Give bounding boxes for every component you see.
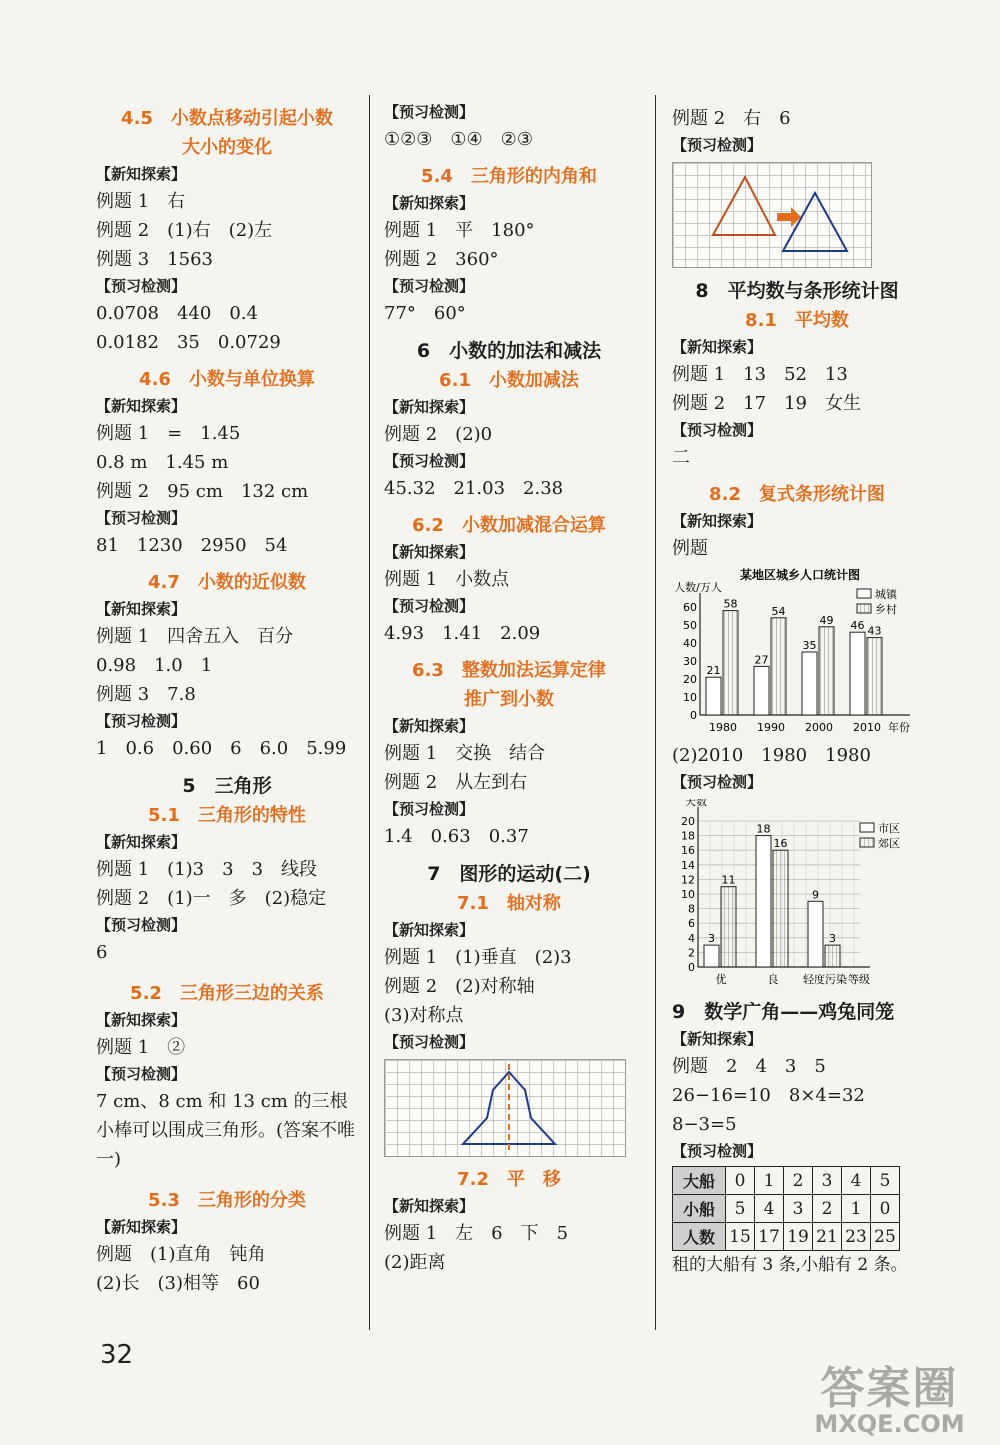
table-cell: 3 <box>813 1167 842 1195</box>
answer-line: 例题 1 小数点 <box>384 569 510 590</box>
answer-line: 例题 1 右 <box>96 191 186 212</box>
legend-label: 郊区 <box>878 837 900 850</box>
data-label: 21 <box>706 664 721 678</box>
answer-line: 二 <box>672 447 690 468</box>
legend-label: 市区 <box>878 822 900 835</box>
table-cell: 23 <box>842 1223 871 1251</box>
tag-new-explore: 【新知探索】 <box>96 165 187 183</box>
legend-label: 乡村 <box>875 603 897 616</box>
chapter-heading-5: 5 三角形 <box>182 775 272 797</box>
symmetric-shape-drawing <box>385 1060 625 1156</box>
answer-line: 例题 1 13 52 13 <box>672 364 848 385</box>
table-cell: 0 <box>726 1167 755 1195</box>
column-divider-left <box>369 95 370 1330</box>
translation-drawing <box>673 163 871 267</box>
tag-new-explore: 【新知探索】 <box>96 600 187 618</box>
section-heading-7-2: 7.2 平 移 <box>457 1169 561 1190</box>
table-row <box>673 1167 900 1195</box>
column-divider-right <box>655 95 656 1330</box>
y-tick-label: 18 <box>681 829 695 843</box>
answer-line: 例题 2 (2)0 <box>384 424 493 445</box>
x-axis-label: 年份 <box>888 721 910 734</box>
tag-preview-check: 【预习检测】 <box>672 773 763 791</box>
answer-line: 例题 2 4 3 5 <box>672 1056 826 1077</box>
y-tick-label: 40 <box>683 637 697 650</box>
data-label: 11 <box>721 873 736 887</box>
table-cell: 15 <box>726 1223 755 1251</box>
y-tick-label: 10 <box>683 691 697 704</box>
chapter-heading-7: 7 图形的运动(二) <box>427 863 591 885</box>
tag-new-explore: 【新知探索】 <box>384 194 475 212</box>
row-header: 人数 <box>673 1223 726 1251</box>
x-tick-label: 良 <box>767 973 779 986</box>
tag-new-explore: 【新知探索】 <box>672 512 763 530</box>
answer-line: 例题 2 (1)一 多 (2)稳定 <box>96 888 327 909</box>
x-tick-label: 1990 <box>757 721 785 734</box>
table-cell: 2 <box>784 1167 813 1195</box>
section-heading-5-1: 5.1 三角形的特性 <box>148 805 306 826</box>
answer-line: 例题 1 平 180° <box>384 220 535 241</box>
answer-line: 0.0182 35 0.0729 <box>96 332 281 353</box>
y-tick-label: 20 <box>683 673 697 686</box>
y-tick-label: 0 <box>690 709 697 722</box>
tag-new-explore: 【新知探索】 <box>96 1011 187 1029</box>
chart-bar <box>850 632 865 715</box>
chart-bar <box>706 677 721 715</box>
data-label: 3 <box>829 932 836 946</box>
section-heading-7-1: 7.1 轴对称 <box>457 893 561 914</box>
chart-title: 某地区城乡人口统计图 <box>739 568 861 582</box>
answer-line: 77° 60° <box>384 303 466 324</box>
answer-line: 26−16=10 8×4=32 <box>672 1085 865 1106</box>
chart-bar <box>723 611 738 715</box>
answer-line: 0.8 m 1.45 m <box>96 452 229 473</box>
section-heading-4-5: 4.5 小数点移动引起小数 <box>121 108 333 129</box>
table-cell: 5 <box>726 1195 755 1223</box>
data-label: 16 <box>773 837 788 851</box>
chart-population <box>672 567 922 737</box>
tag-preview-check: 【预习检测】 <box>96 277 187 295</box>
table-cell: 4 <box>755 1195 784 1223</box>
table-row <box>673 1223 900 1251</box>
column-3 <box>672 100 922 1280</box>
tag-new-explore: 【新知探索】 <box>672 1030 763 1048</box>
table-cell: 0 <box>871 1195 900 1223</box>
data-label: 18 <box>756 822 771 836</box>
answer-line: (2)长 (3)相等 60 <box>96 1273 260 1294</box>
answer-line: 例题 3 7.8 <box>96 684 196 705</box>
table-cell: 5 <box>871 1167 900 1195</box>
answer-line: 6 <box>96 942 108 963</box>
tag-preview-check: 【预习检测】 <box>384 1033 475 1051</box>
x-tick-label: 2010 <box>853 721 881 734</box>
answer-line: 1 0.6 0.60 6 6.0 5.99 <box>96 738 347 759</box>
tag-new-explore: 【新知探索】 <box>96 833 187 851</box>
boat-table <box>672 1166 900 1251</box>
chart-bar <box>754 666 769 715</box>
answer-line: 例题 1 交换 结合 <box>384 743 546 764</box>
answer-line: 例题 2 95 cm 132 cm <box>96 481 309 502</box>
answer-line: 例题 1 (1)垂直 (2)3 <box>384 947 572 968</box>
y-axis-label: 人数/万人 <box>674 581 722 594</box>
y-tick-label: 30 <box>683 655 697 668</box>
tag-new-explore: 【新知探索】 <box>96 1218 187 1236</box>
data-label: 49 <box>819 613 834 627</box>
data-label: 27 <box>754 653 769 667</box>
answer-line: 例题 1 = 1.45 <box>96 423 241 444</box>
chart-bar <box>808 901 823 967</box>
watermark-logo-text: 答案圈 <box>820 1363 959 1414</box>
page-number: 32 <box>100 1340 134 1370</box>
tag-new-explore: 【新知探索】 <box>384 398 475 416</box>
chart-bar <box>825 945 840 967</box>
row-header: 小船 <box>673 1195 726 1223</box>
data-label: 3 <box>708 932 715 946</box>
answer-line: 0.98 1.0 1 <box>96 655 213 676</box>
answer-line: 例题 <box>672 538 708 559</box>
watermark-url: MXQE.COM <box>814 1410 965 1438</box>
tag-preview-check: 【预习检测】 <box>96 916 187 934</box>
answer-line: 例题 1 (1)3 3 3 线段 <box>96 859 318 880</box>
table-cell: 3 <box>784 1195 813 1223</box>
chart-air-quality <box>672 799 922 989</box>
axis-symmetry-figure <box>384 1059 626 1157</box>
chart-bar <box>756 836 771 967</box>
y-axis-label: 天数 <box>685 799 707 808</box>
tag-new-explore: 【新知探索】 <box>384 1197 475 1215</box>
chart-bar <box>771 618 786 715</box>
y-tick-label: 16 <box>681 844 695 858</box>
table-cell: 21 <box>813 1223 842 1251</box>
answer-line: 例题 1 四舍五入 百分 <box>96 626 294 647</box>
x-tick-label: 优 <box>715 973 727 986</box>
chart-bar <box>704 945 719 967</box>
y-tick-label: 20 <box>681 815 695 828</box>
chapter-heading-6: 6 小数的加法和减法 <box>416 340 602 362</box>
answer-line: (2)2010 1980 1980 <box>672 745 871 766</box>
column-2 <box>384 100 634 1277</box>
population-bar-chart <box>672 567 922 737</box>
tag-new-explore: 【新知探索】 <box>96 397 187 415</box>
y-tick-label: 10 <box>681 888 695 901</box>
data-label: 35 <box>802 639 817 652</box>
y-tick-label: 6 <box>688 917 695 931</box>
section-heading-8-2: 8.2 复式条形统计图 <box>709 484 885 505</box>
y-tick-label: 2 <box>688 946 695 960</box>
section-heading-6-3: 6.3 整数加法运算定律 <box>412 660 606 681</box>
data-label: 46 <box>850 619 865 633</box>
chart-bar <box>773 850 788 967</box>
tag-preview-check: 【预习检测】 <box>672 136 763 154</box>
table-cell: 1 <box>842 1195 871 1223</box>
section-heading-8-1: 8.1 平均数 <box>745 310 849 331</box>
y-tick-label: 50 <box>683 619 697 632</box>
answer-line: 例题 2 360° <box>384 249 499 270</box>
answer-line: 例题 1 ② <box>96 1037 186 1058</box>
section-heading-4-6: 4.6 小数与单位换算 <box>139 369 315 390</box>
data-label: 9 <box>812 888 819 902</box>
answer-line: 例题 2 (2)对称轴 <box>384 976 535 997</box>
answer-line: 例题 1 左 6 下 5 <box>384 1223 569 1244</box>
tag-new-explore: 【新知探索】 <box>384 717 475 735</box>
answer-line: 例题 2 右 6 <box>672 108 791 129</box>
tag-preview-check: 【预习检测】 <box>384 597 475 615</box>
data-label: 58 <box>723 597 738 611</box>
answer-line: 81 1230 2950 54 <box>96 535 288 556</box>
table-cell: 2 <box>813 1195 842 1223</box>
section-heading-4-5-cont: 大小的变化 <box>182 137 272 158</box>
tag-new-explore: 【新知探索】 <box>384 921 475 939</box>
x-tick-label: 2000 <box>805 721 833 734</box>
answer-line: 4.93 1.41 2.09 <box>384 623 541 644</box>
section-heading-6-2: 6.2 小数加减混合运算 <box>412 515 606 536</box>
answer-line: 0.0708 440 0.4 <box>96 303 258 324</box>
legend-swatch <box>860 838 874 847</box>
legend-label: 城镇 <box>875 588 897 601</box>
watermark <box>797 1352 982 1438</box>
row-header: 大船 <box>673 1167 726 1195</box>
tag-preview-check: 【预习检测】 <box>672 421 763 439</box>
answer-paragraph: 7 cm、8 cm 和 13 cm 的三根小棒可以围成三角形。(答案不唯一) <box>96 1091 356 1170</box>
section-heading-6-1: 6.1 小数加减法 <box>439 370 579 391</box>
section-heading-4-7: 4.7 小数的近似数 <box>148 572 306 593</box>
tag-preview-check: 【预习检测】 <box>96 1065 187 1083</box>
tag-preview-check: 【预习检测】 <box>384 103 475 121</box>
legend-swatch <box>857 589 871 598</box>
data-label: 54 <box>771 604 786 618</box>
y-tick-label: 4 <box>688 931 695 945</box>
chapter-heading-8: 8 平均数与条形统计图 <box>695 280 899 302</box>
chart-bar <box>802 652 817 715</box>
answer-line: 例题 2 (1)右 (2)左 <box>96 220 273 241</box>
data-label: 43 <box>867 624 882 638</box>
y-tick-label: 8 <box>688 902 695 916</box>
legend-swatch <box>857 604 871 613</box>
table-cell: 17 <box>755 1223 784 1251</box>
y-tick-label: 14 <box>681 858 695 872</box>
translation-figure <box>672 162 872 268</box>
answer-line: (3)对称点 <box>384 1005 464 1026</box>
tag-preview-check: 【预习检测】 <box>672 1142 763 1160</box>
answer-line: 租的大船有 3 条,小船有 2 条。 <box>672 1255 908 1275</box>
chapter-heading-9: 9 数学广角——鸡兔同笼 <box>672 1001 895 1023</box>
answer-line: 例题 3 1563 <box>96 249 213 270</box>
answer-line: (2)距离 <box>384 1252 446 1273</box>
tag-preview-check: 【预习检测】 <box>384 277 475 295</box>
tag-preview-check: 【预习检测】 <box>96 712 187 730</box>
answer-line: 例题 2 从左到右 <box>384 772 528 793</box>
answer-line: 1.4 0.63 0.37 <box>384 826 529 847</box>
tag-preview-check: 【预习检测】 <box>384 800 475 818</box>
y-tick-label: 60 <box>683 601 697 614</box>
answer-line: ①②③ ①④ ②③ <box>384 129 533 150</box>
table-cell: 4 <box>842 1167 871 1195</box>
chart-bar <box>819 627 834 715</box>
x-axis-label: 等级 <box>848 973 870 986</box>
tag-preview-check: 【预习检测】 <box>384 452 475 470</box>
section-heading-5-2: 5.2 三角形三边的关系 <box>130 983 324 1004</box>
answer-line: 例题 (1)直角 钝角 <box>96 1244 266 1265</box>
chart-bar <box>721 887 736 967</box>
answer-line: 45.32 21.03 2.38 <box>384 478 564 499</box>
legend-swatch <box>860 823 874 832</box>
y-tick-label: 0 <box>688 961 695 974</box>
chart-bar <box>867 638 882 715</box>
section-heading-5-4: 5.4 三角形的内角和 <box>421 166 597 187</box>
y-tick-label: 12 <box>681 873 695 887</box>
air-quality-bar-chart <box>672 799 922 989</box>
table-row <box>673 1195 900 1223</box>
x-tick-label: 1980 <box>709 721 737 734</box>
answer-line: 例题 2 17 19 女生 <box>672 393 861 414</box>
tag-new-explore: 【新知探索】 <box>672 338 763 356</box>
column-1 <box>96 100 358 1298</box>
answer-line: 8−3=5 <box>672 1114 737 1135</box>
table-cell: 25 <box>871 1223 900 1251</box>
section-heading-6-3-cont: 推广到小数 <box>464 689 554 710</box>
tag-new-explore: 【新知探索】 <box>384 543 475 561</box>
table-cell: 19 <box>784 1223 813 1251</box>
section-heading-5-3: 5.3 三角形的分类 <box>148 1190 306 1211</box>
x-tick-label: 轻度污染 <box>803 973 847 986</box>
tag-preview-check: 【预习检测】 <box>96 509 187 527</box>
table-cell: 1 <box>755 1167 784 1195</box>
